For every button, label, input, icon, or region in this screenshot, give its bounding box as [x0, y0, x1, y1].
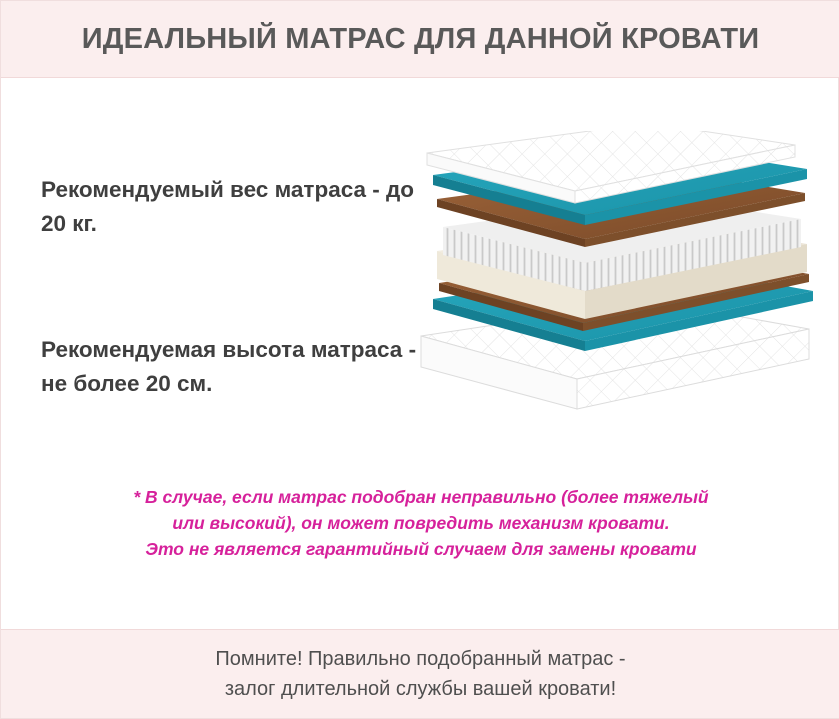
spec-recommended-height: Рекомендуемая высота матраса - не более 20 см. — [41, 337, 417, 396]
spec-recommended-weight: Рекомендуемый вес матраса - до 20 кг. — [41, 177, 415, 236]
footer-message-line-2: залог длительной службы вашей кровати! — [224, 678, 617, 700]
warning-note-line-2: или высокий), он может повредить механизм кровати. — [172, 513, 670, 533]
page-title: ИДЕАЛЬНЫЙ МАТРАС ДЛЯ ДАННОЙ КРОВАТИ — [81, 22, 760, 55]
warning-note — [35, 484, 807, 562]
mattress-layers-diagram — [409, 131, 813, 416]
warning-note-line-3: Это не является гарантийный случаем для замены кровати — [145, 539, 697, 559]
header-banner — [1, 1, 839, 78]
warning-note-line-1: * В случае, если матрас подобран неправильно (более тяжелый — [133, 487, 709, 507]
footer-message — [215, 644, 625, 704]
footer-banner — [1, 629, 839, 718]
footer-message-line-1: Помните! Правильно подобранный матрас - — [215, 648, 626, 670]
